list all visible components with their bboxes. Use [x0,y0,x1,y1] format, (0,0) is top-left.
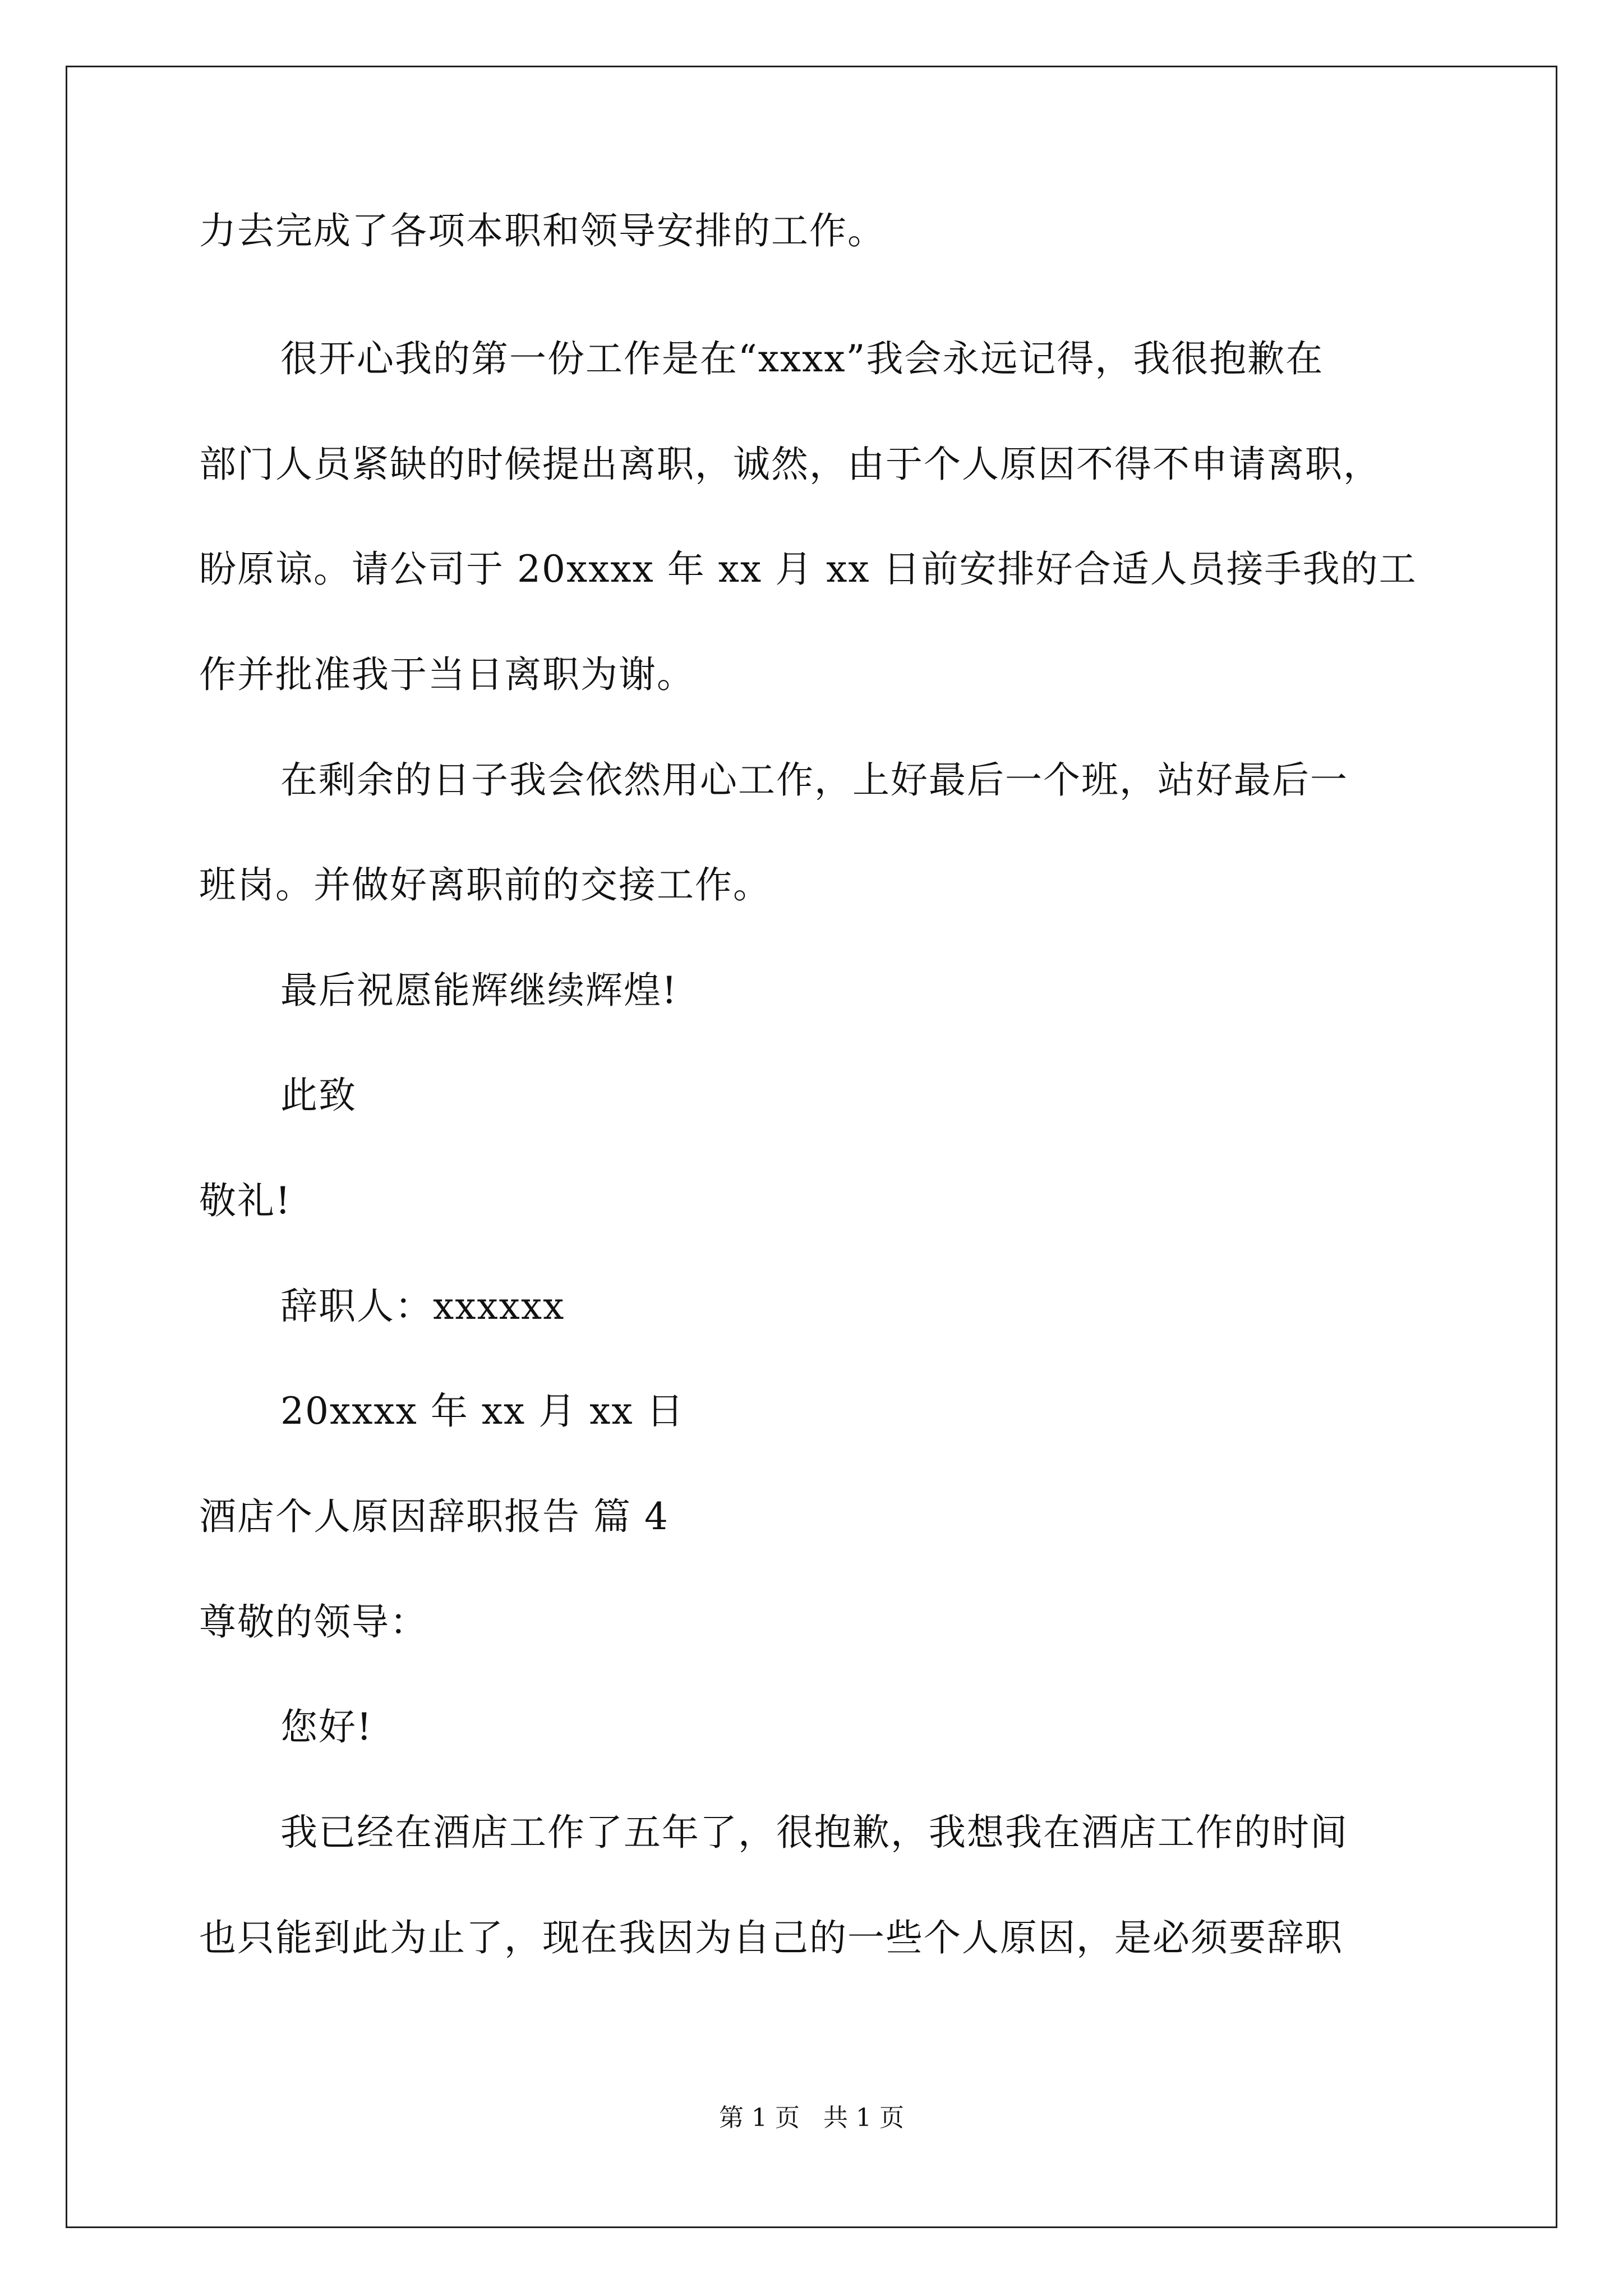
letter-greeting: 尊敬的领导： [199,1600,428,1644]
paragraph-line-16: 我已经在酒店工作了五年了，很抱歉，我想我在酒店工作的时间 [280,1811,1348,1854]
paragraph-line-3: 部门人员紧缺的时候提出离职，诚然，由于个人原因不得不申请离职， [199,443,1381,486]
section-title: 酒店个人原因辞职报告 篇 4 [199,1495,669,1538]
paragraph-line-6: 在剩余的日子我会依然用心工作，上好最后一个班，站好最后一 [280,758,1348,802]
paragraph-line-5: 作并批准我于当日离职为谢。 [199,653,695,696]
closing-salutation: 此致 [280,1074,357,1117]
page-footer: 第 1 页 共 1 页 [719,2104,904,2132]
paragraph-line-4: 盼原谅。请公司于 20xxxx 年 xx 月 xx 日前安排好合适人员接手我的工 [199,547,1417,591]
date-line: 20xxxx 年 xx 月 xx 日 [280,1389,685,1433]
closing-regards: 敬礼! [199,1179,292,1222]
signature-line: 辞职人：xxxxxx [280,1285,565,1328]
paragraph-line-8: 最后祝愿能辉继续辉煌! [280,969,678,1012]
letter-hello: 您好! [280,1705,373,1749]
paragraph-line-2: 很开心我的第一份工作是在“xxxx”我会永远记得，我很抱歉在 [280,337,1324,380]
page-border [66,66,1557,2228]
paragraph-line-7: 班岗。并做好离职前的交接工作。 [199,863,771,907]
paragraph-line-17: 也只能到此为止了，现在我因为自己的一些个人原因，是必须要辞职 [199,1916,1343,1959]
paragraph-line-1: 力去完成了各项本职和领导安排的工作。 [199,209,886,252]
